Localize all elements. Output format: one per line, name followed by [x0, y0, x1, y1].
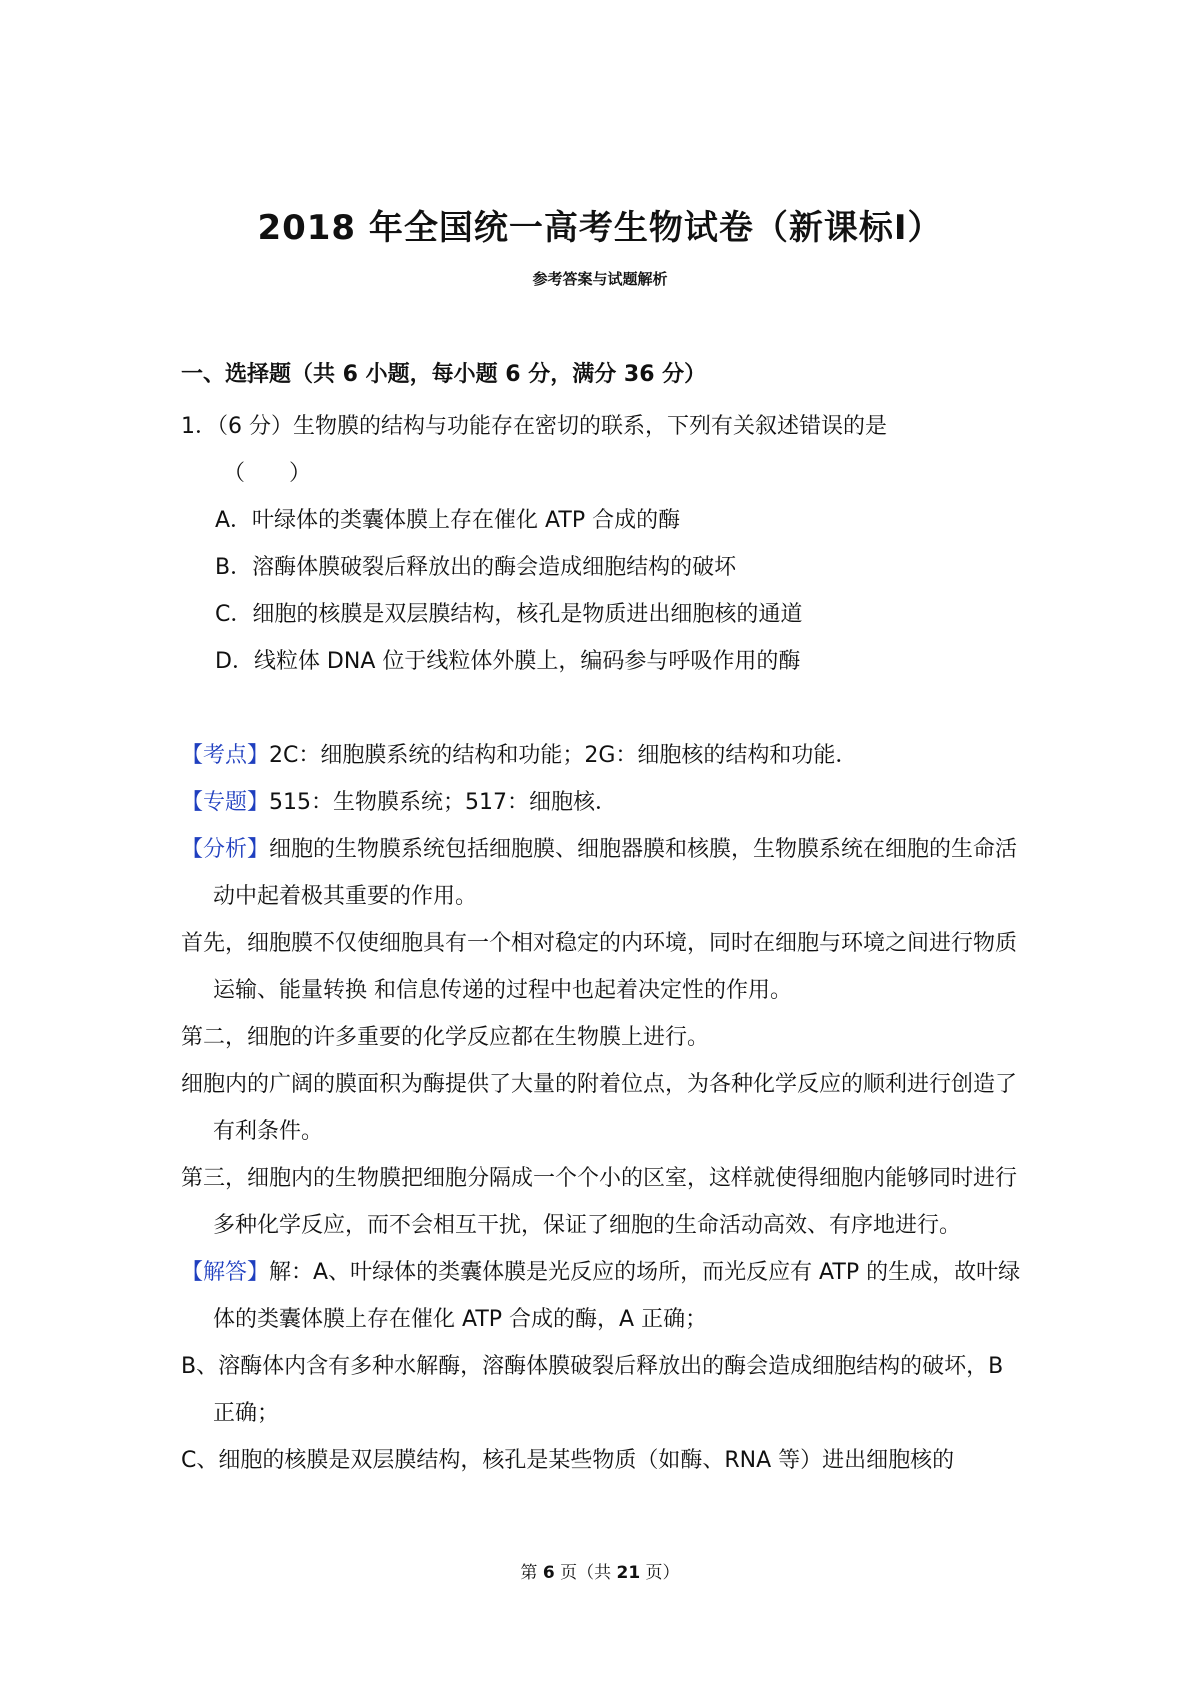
option-c: C．细胞的核膜是双层膜结构，核孔是物质进出细胞核的通道 — [215, 602, 803, 627]
analysis-block — [181, 732, 1024, 1484]
page-footer — [0, 1558, 1200, 1583]
spacer — [181, 685, 1024, 732]
kaodian-tag: 【考点】 — [181, 743, 270, 768]
option-d: D．线粒体 DNA 位于线粒体外膜上，编码参与呼吸作用的酶 — [215, 649, 801, 674]
content-body — [181, 357, 1024, 1484]
question-block — [181, 403, 1024, 685]
question-stem: 1．（6 分）生物膜的结构与功能存在密切的联系，下列有关叙述错误的是 — [181, 414, 887, 439]
zhuanti-tag: 【专题】 — [181, 790, 270, 815]
kaodian-text: 2C：细胞膜系统的结构和功能；2G：细胞核的结构和功能． — [269, 743, 858, 768]
page-title: 2018 年全国统一高考生物试卷（新课标Ⅰ） — [257, 208, 943, 248]
question-blank: （ ） — [223, 461, 312, 486]
option-b: B．溶酶体膜破裂后释放出的酶会造成细胞结构的破坏 — [215, 555, 737, 580]
footer-middle: 页（共 — [554, 1563, 617, 1583]
answer-c: C、细胞的核膜是双层膜结构，核孔是某些物质（如酶、RNA 等）进出细胞核的 — [181, 1448, 955, 1473]
footer-prefix: 第 — [520, 1563, 543, 1583]
option-a: A．叶绿体的类囊体膜上存在催化 ATP 合成的酶 — [215, 508, 681, 533]
footer-total-pages: 21 — [616, 1563, 641, 1583]
fenxi-tag: 【分析】 — [181, 837, 270, 862]
page-subtitle: 参考答案与试题解析 — [532, 270, 668, 288]
jieda-text: 解：A、叶绿体的类囊体膜是光反应的场所，而光反应有 ATP 的生成，故叶绿体的类囊体膜上存在催化 ATP 合成的酶，A 正确； — [213, 1260, 1021, 1332]
footer-suffix: 页） — [640, 1563, 680, 1583]
analysis-paragraph-2: 第二，细胞的许多重要的化学反应都在生物膜上进行。 — [181, 1025, 710, 1050]
answer-b: B、溶酶体内含有多种水解酶，溶酶体膜破裂后释放出的酶会造成细胞结构的破坏，B 正确； — [181, 1354, 1004, 1426]
footer-page-number: 6 — [542, 1563, 555, 1583]
jieda-tag: 【解答】 — [181, 1260, 270, 1285]
section-heading: 一、选择题（共 6 小题，每小题 6 分，满分 36 分） — [181, 362, 707, 387]
analysis-paragraph-3: 细胞内的广阔的膜面积为酶提供了大量的附着位点，为各种化学反应的顺利进行创造了有利条件。 — [181, 1072, 1018, 1144]
zhuanti-text: 515：生物膜系统；517：细胞核． — [269, 790, 617, 815]
analysis-paragraph-1: 首先，细胞膜不仅使细胞具有一个相对稳定的内环境，同时在细胞与环境之间进行物质运输、能量转换 和信息传递的过程中也起着决定性的作用。 — [181, 931, 1018, 1003]
analysis-paragraph-4: 第三，细胞内的生物膜把细胞分隔成一个个小的区室，这样就使得细胞内能够同时进行多种化学反应，而不会相互干扰，保证了细胞的生命活动高效、有序地进行。 — [181, 1166, 1018, 1238]
zhuanti-row — [181, 779, 1024, 826]
kaodian-row — [181, 732, 1024, 779]
fenxi-text: 细胞的生物膜系统包括细胞膜、细胞器膜和核膜，生物膜系统在细胞的生命活动中起着极其重要的作用。 — [213, 837, 1018, 909]
fenxi-row — [181, 826, 1024, 920]
jieda-row — [181, 1249, 1024, 1343]
